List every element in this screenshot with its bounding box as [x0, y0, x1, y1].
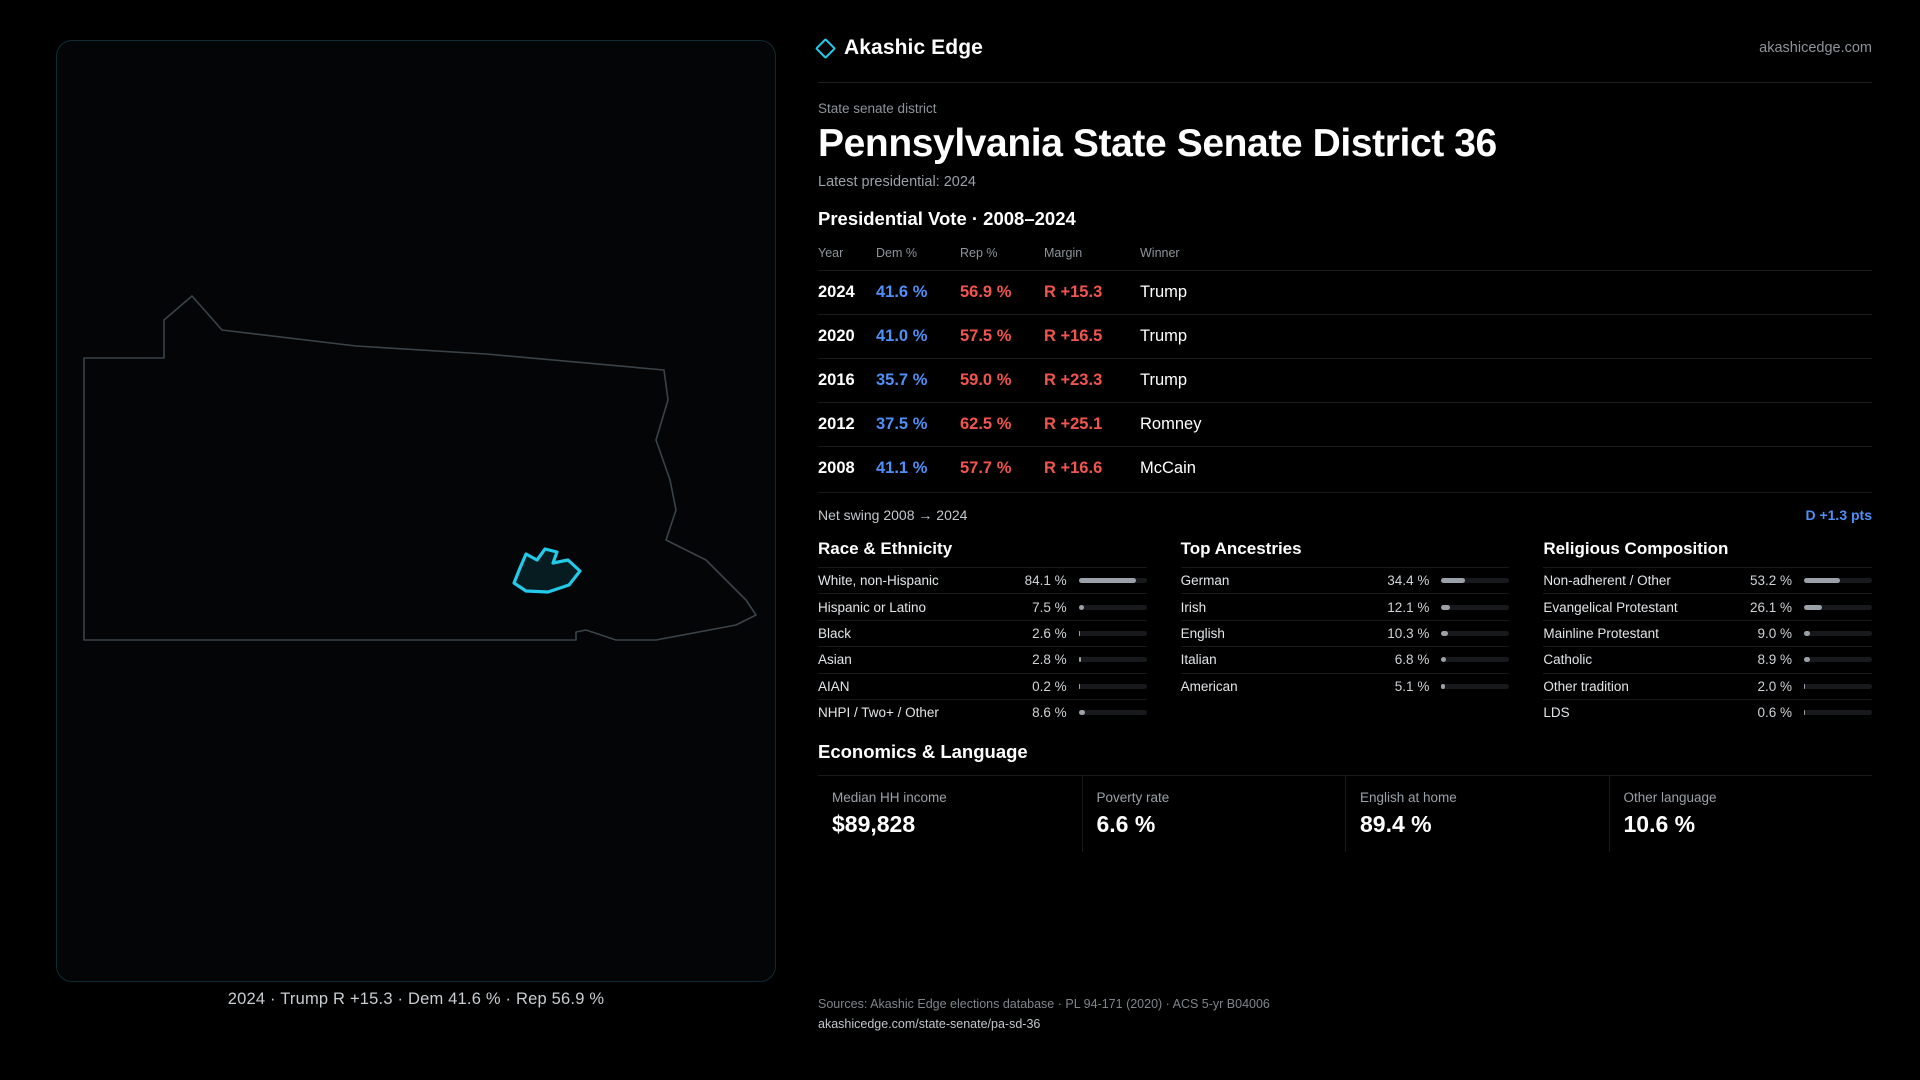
- econ-cell-value: 10.6 %: [1623, 811, 1696, 838]
- latest-presidential-label: Latest presidential: 2024: [818, 174, 976, 190]
- demo-row-label: White, non-Hispanic: [818, 573, 939, 589]
- demo-bar-fill: [1079, 710, 1085, 715]
- cell-winner: Trump: [1140, 315, 1872, 359]
- demo-bar-track: [1079, 605, 1147, 610]
- demo-bar-track: [1441, 578, 1509, 583]
- demo-bar-fill: [1079, 684, 1081, 689]
- demo-row: [1181, 673, 1510, 699]
- demo-row: [1181, 567, 1510, 593]
- footer: [818, 995, 1270, 1034]
- demo-row: [818, 593, 1147, 619]
- demo-bar-fill: [1804, 578, 1840, 583]
- diamond-icon: [815, 37, 836, 58]
- table-row: [818, 315, 1872, 359]
- demo-bar-fill: [1804, 605, 1822, 610]
- demo-bar-track: [1441, 605, 1509, 610]
- cell-year: 2012: [818, 403, 876, 447]
- cell-dem: 37.5 %: [876, 403, 960, 447]
- demographics-grid: [818, 539, 1872, 725]
- econ-cell-value: $89,828: [832, 811, 916, 838]
- demo-bar-fill: [1441, 684, 1444, 689]
- demo-row: [818, 567, 1147, 593]
- cell-margin: R +16.5: [1044, 315, 1140, 359]
- demo-row-value: 26.1 %: [1749, 599, 1792, 615]
- map-panel: [0, 0, 790, 1080]
- page-title: Pennsylvania State Senate District 36: [818, 122, 1497, 165]
- cell-margin: R +23.3: [1044, 359, 1140, 403]
- demo-row-value: 8.9 %: [1757, 652, 1792, 668]
- demo-row: [1543, 620, 1872, 646]
- demo-row: [818, 620, 1147, 646]
- economics-title: Economics & Language: [818, 741, 1028, 763]
- economics-grid: [818, 775, 1872, 852]
- col-year: Year: [818, 246, 844, 260]
- econ-cell-label: English at home: [1360, 790, 1457, 806]
- demo-row-value: 5.1 %: [1394, 678, 1430, 694]
- demo-bar-track: [1804, 657, 1872, 662]
- cell-winner: Trump: [1140, 271, 1872, 315]
- table-header-row: [818, 242, 1872, 271]
- demo-row-label: Mainline Protestant: [1543, 625, 1659, 641]
- report-panel: [790, 0, 1920, 1080]
- demo-row-label: Other tradition: [1543, 678, 1629, 694]
- cell-winner: Romney: [1140, 403, 1872, 447]
- demo-row: [1543, 673, 1872, 699]
- col-margin: Margin: [1044, 246, 1083, 260]
- demo-bar-fill: [1079, 631, 1081, 636]
- cell-year: 2024: [818, 271, 876, 315]
- demo-row-value: 84.1 %: [1024, 573, 1067, 589]
- demo-bar-track: [1079, 684, 1147, 689]
- demo-bar-fill: [1804, 657, 1810, 662]
- col-rep: Rep %: [960, 246, 998, 260]
- demo-column: [1181, 539, 1510, 725]
- demo-row-label: American: [1180, 678, 1238, 694]
- econ-cell-label: Poverty rate: [1096, 790, 1170, 806]
- demo-row-value: 12.1 %: [1387, 599, 1430, 615]
- demo-bar-track: [1079, 657, 1147, 662]
- page-kicker: State senate district: [818, 101, 937, 116]
- cell-dem: 41.1 %: [876, 447, 960, 491]
- demo-row: [1543, 593, 1872, 619]
- demo-bar-track: [1079, 578, 1147, 583]
- brand-left: [818, 36, 983, 60]
- demo-row: [1543, 646, 1872, 672]
- cell-rep: 59.0 %: [960, 359, 1044, 403]
- demo-row-label: AIAN: [818, 678, 850, 694]
- demo-column-title: Religious Composition: [1543, 539, 1729, 558]
- cell-rep: 62.5 %: [960, 403, 1044, 447]
- demo-row-value: 2.0 %: [1757, 678, 1792, 694]
- econ-cell-value: 89.4 %: [1360, 811, 1432, 838]
- demo-bar-track: [1441, 631, 1509, 636]
- demo-row: [1543, 567, 1872, 593]
- cell-dem: 41.6 %: [876, 271, 960, 315]
- demo-row: [818, 699, 1147, 725]
- econ-cell: [818, 776, 1082, 852]
- cell-rep: 57.5 %: [960, 315, 1044, 359]
- demo-row-label: LDS: [1543, 705, 1570, 721]
- brand-url: akashicedge.com: [1759, 40, 1872, 56]
- demo-row-label: Italian: [1180, 652, 1217, 668]
- demo-bar-fill: [1804, 710, 1806, 715]
- demo-bar-fill: [1441, 657, 1446, 662]
- table-row: [818, 359, 1872, 403]
- cell-winner: Trump: [1140, 359, 1872, 403]
- table-row: [818, 403, 1872, 447]
- demo-row-label: Black: [818, 625, 852, 641]
- cell-dem: 41.0 %: [876, 315, 960, 359]
- cell-rep: 57.7 %: [960, 447, 1044, 491]
- state-map[interactable]: [56, 40, 776, 982]
- state-outline-path: [84, 296, 756, 640]
- net-swing-label: Net swing 2008 → 2024: [818, 507, 968, 523]
- cell-rep: 56.9 %: [960, 271, 1044, 315]
- footer-permalink[interactable]: akashicedge.com/state-senate/pa-sd-36: [818, 1016, 1041, 1031]
- demo-row-label: Asian: [818, 652, 852, 668]
- demo-bar-track: [1804, 578, 1872, 583]
- demo-row-value: 7.5 %: [1032, 599, 1067, 615]
- demo-row-label: Hispanic or Latino: [818, 599, 927, 615]
- col-dem: Dem %: [876, 246, 917, 260]
- demo-column-title: Top Ancestries: [1180, 539, 1302, 558]
- demo-bar-fill: [1441, 578, 1464, 583]
- demo-row-label: Irish: [1180, 599, 1207, 615]
- demo-row-value: 6.8 %: [1394, 652, 1430, 668]
- demo-column: [1543, 539, 1872, 725]
- econ-cell-value: 6.6 %: [1096, 811, 1156, 838]
- demo-column: [818, 539, 1147, 725]
- econ-cell-label: Other language: [1623, 790, 1717, 806]
- econ-cell-label: Median HH income: [832, 790, 947, 806]
- demo-row-value: 9.0 %: [1757, 625, 1792, 641]
- demo-bar-track: [1804, 605, 1872, 610]
- demo-bar-fill: [1804, 631, 1810, 636]
- demo-row: [1543, 699, 1872, 725]
- demo-row-value: 34.4 %: [1387, 573, 1430, 589]
- demo-bar-track: [1804, 684, 1872, 689]
- demo-row-label: Evangelical Protestant: [1543, 599, 1678, 615]
- brand-bar: [818, 0, 1872, 60]
- demo-row: [818, 646, 1147, 672]
- demo-row: [1181, 593, 1510, 619]
- cell-margin: R +25.1: [1044, 403, 1140, 447]
- demo-bar-track: [1804, 631, 1872, 636]
- presidential-vote-table: [818, 242, 1872, 490]
- net-swing-value: D +1.3 pts: [1805, 507, 1872, 523]
- demo-bar-track: [1441, 657, 1509, 662]
- demo-row-label: English: [1180, 625, 1225, 641]
- demo-row-label: Catholic: [1543, 652, 1593, 668]
- table-row: [818, 271, 1872, 315]
- demo-bar-fill: [1079, 578, 1136, 583]
- col-winner: Winner: [1140, 246, 1180, 260]
- header-divider: [818, 82, 1872, 83]
- demo-bar-fill: [1079, 605, 1084, 610]
- demo-row-label: Non-adherent / Other: [1543, 573, 1671, 589]
- demo-bar-fill: [1441, 631, 1448, 636]
- table-row: [818, 447, 1872, 491]
- demo-bar-track: [1804, 710, 1872, 715]
- demo-row-value: 2.6 %: [1032, 625, 1067, 641]
- net-swing-row: [818, 492, 1872, 523]
- demo-row: [1181, 646, 1510, 672]
- cell-dem: 35.7 %: [876, 359, 960, 403]
- cell-year: 2020: [818, 315, 876, 359]
- demo-column-title: Race & Ethnicity: [818, 539, 953, 558]
- demo-row: [1181, 620, 1510, 646]
- econ-cell: [1345, 776, 1609, 852]
- presidential-vote-title: Presidential Vote · 2008–2024: [818, 208, 1076, 229]
- cell-year: 2008: [818, 447, 876, 491]
- econ-cell: [1609, 776, 1873, 852]
- demo-row-label: German: [1180, 573, 1230, 589]
- brand-name: Akashic Edge: [844, 36, 983, 59]
- demo-row-value: 8.6 %: [1032, 705, 1067, 721]
- demo-bar-track: [1079, 631, 1147, 636]
- demo-bar-fill: [1079, 657, 1081, 662]
- demo-bar-fill: [1441, 605, 1449, 610]
- demo-bar-track: [1079, 710, 1147, 715]
- demo-row-value: 10.3 %: [1387, 625, 1430, 641]
- demo-row-label: NHPI / Two+ / Other: [818, 705, 939, 721]
- econ-cell: [1082, 776, 1346, 852]
- cell-winner: McCain: [1140, 447, 1872, 491]
- demo-row: [818, 673, 1147, 699]
- demo-row-value: 0.2 %: [1032, 678, 1067, 694]
- demo-row-value: 53.2 %: [1749, 573, 1792, 589]
- demo-bar-track: [1441, 684, 1509, 689]
- footer-sources: Sources: Akashic Edge elections database · PL 94-171 (2020) · ACS 5-yr B04006: [818, 997, 1270, 1012]
- district-highlight-path[interactable]: [514, 549, 580, 592]
- map-caption: 2024 · Trump R +15.3 · Dem 41.6 % · Rep 56.9 %: [227, 990, 605, 1008]
- demo-row-value: 0.6 %: [1757, 705, 1792, 721]
- cell-margin: R +15.3: [1044, 271, 1140, 315]
- demo-bar-fill: [1804, 684, 1806, 689]
- cell-year: 2016: [818, 359, 876, 403]
- cell-margin: R +16.6: [1044, 447, 1140, 491]
- demo-row-value: 2.8 %: [1032, 652, 1067, 668]
